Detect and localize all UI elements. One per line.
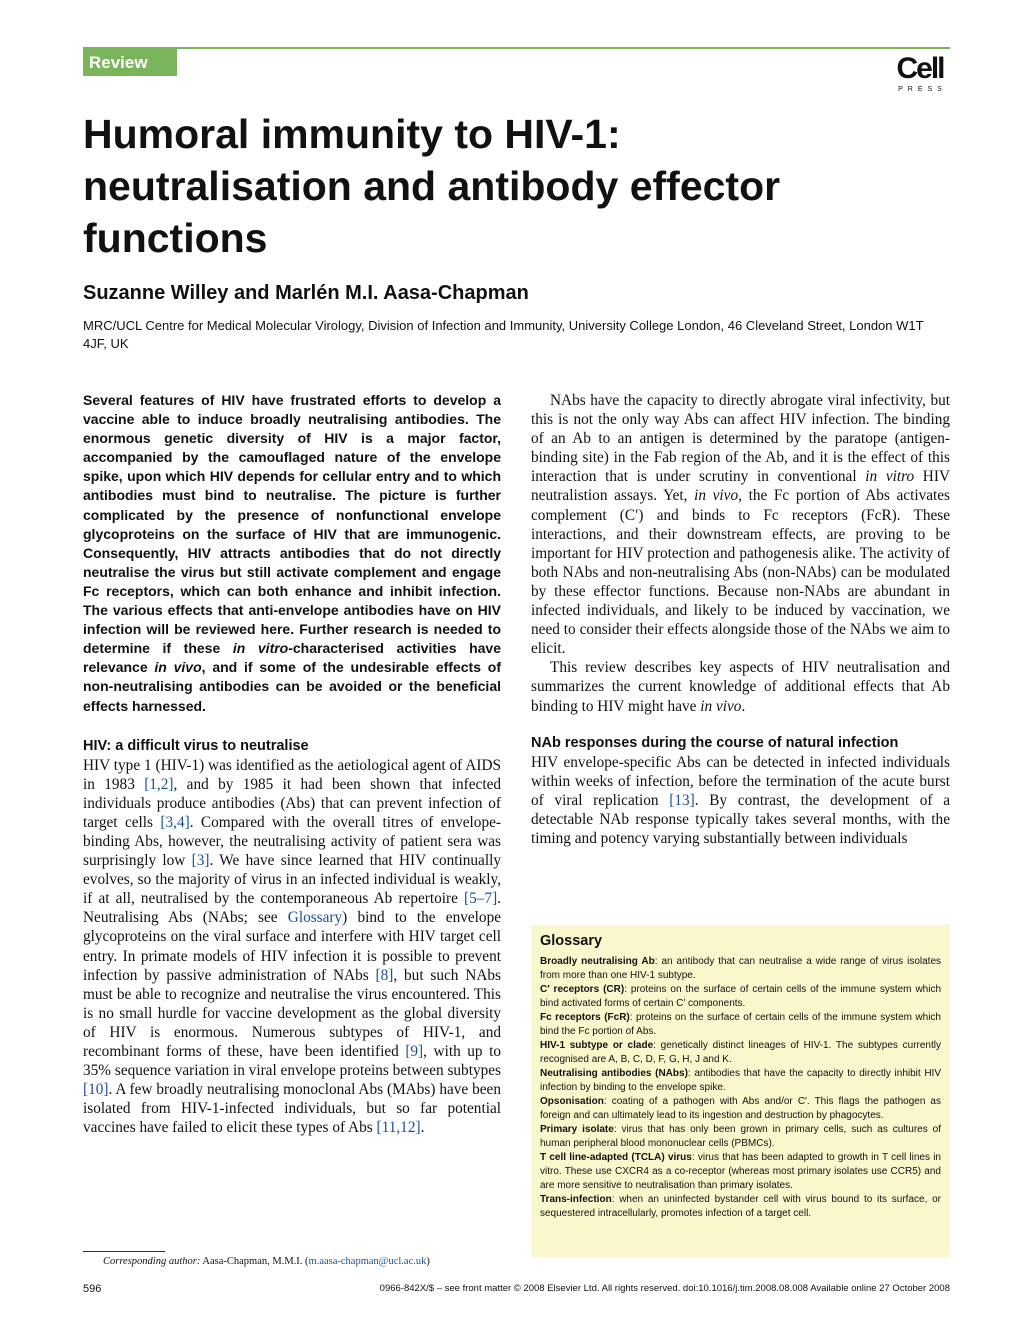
cell-press-logo: [890, 54, 950, 94]
intro-paragraph-2: This review describes key aspects of HIV neutralisation and summarizes the current knowledge of additional effects that Ab binding to HIV might have in vivo.: [531, 659, 950, 715]
title-line-1: Humoral immunity to HIV-1:: [83, 111, 621, 157]
glossary-entry: T cell line-adapted (TCLA) virus: virus that has been adapted to growth in T cell lines in vitro. These use CXCR4 as a co-receptor (whereas most primary isolates use CCR5) and are more sensitive to neutralisation than primary isolates.: [540, 1152, 941, 1191]
citation-link[interactable]: [11,12]: [376, 1119, 421, 1137]
glossary-entry: Neutralising antibodies (NAbs): antibodies that have the capacity to directly inhibit HIV infection by binding to the envelope spike.: [540, 1068, 942, 1093]
right-column: [531, 391, 950, 848]
glossary-link[interactable]: Glossary: [287, 909, 343, 927]
citation-link[interactable]: [13]: [669, 791, 695, 809]
footnote-rule: [83, 1251, 165, 1252]
glossary-entry: C′ receptors (CR): proteins on the surface of certain cells of the immune system which bind activated forms of certain C′ components.: [540, 984, 942, 1009]
logo-subtitle: PRESS: [898, 86, 947, 93]
authors: Suzanne Willey and Marlén M.I. Aasa-Chapman: [83, 282, 529, 304]
abstract: Several features of HIV have frustrated efforts to develop a vaccine able to induce broadly neutralising antibodies. The enormous genetic diversity of HIV is a major factor, accompanied by the camouflaged nature of the envelope spike, upon which HIV depends for cellular entry and to which antibodies must bind to neutralise. The picture is further complicated by the presence of nonfunctional envelope glycoproteins on the surface of HIV that are immunogenic. Consequently, HIV attracts antibodies that do not directly neutralise the virus but still activate complement and engage Fc receptors, which can both enhance and inhibit infection. The various effects that anti-envelope antibodies have on HIV infection will be reviewed here. Further research is needed to determine if these in vitro-characterised activities have relevance in vivo, and if some of the undesirable effects of non-neutralising antibodies can be avoided or the beneficial effects harnessed.: [83, 392, 501, 714]
page-number: 596: [83, 1283, 102, 1295]
affiliation: MRC/UCL Centre for Medical Molecular Virology, Division of Infection and Immunity, University College London, 46 Cleveland Street, London W1T 4JF, UK: [83, 318, 924, 351]
citation-link[interactable]: [9]: [405, 1043, 424, 1060]
logo-word: Cell: [896, 52, 944, 85]
author-email-link[interactable]: m.aasa-chapman@ucl.ac.uk: [308, 1256, 427, 1267]
section-hiv-body: HIV type 1 (HIV-1) was identified as the aetiological agent of AIDS in 1983 [1,2], and by 1985 it had been shown that infected individuals produce antibodies (Abs) that can prevent infection of target cells [3,4]. Compared with the overall titres of envelope-binding Abs, however, the neutralising activity of patient sera was surprisingly low [3]. We have since learned that HIV continually evolves, so the majority of virus in an infected individual is weakly, if at all, neutralised by the contemporaneous Ab repertoire [5–7]. Neutralising Abs (NAbs; see Glossary) bind to the envelope glycoproteins on the viral surface and interfere with HIV target cell entry. In primate models of HIV infection it is possible to prevent infection by passive administration of NAbs [8], but such NAbs must be able to recognize and neutralise the virus encountered. This is no small hurdle for vaccine development as the global diversity of HIV is enormous. Numerous subtypes of HIV-1, and recombinant forms of these, have been identified [9], with up to 35% sequence variation in viral envelope proteins between subtypes [10]. A few broadly neutralising monoclonal Abs (MAbs) have been isolated from HIV-1-infected individuals, but so far potential vaccines have failed to elicit these types of Abs [11,12].: [83, 756, 502, 1137]
glossary-entry: HIV-1 subtype or clade: genetically distinct lineages of HIV-1. The subtypes currently recognised are A, B, C, D, F, G, H, J and K.: [540, 1040, 941, 1065]
publication-info: 0966-842X/$ – see front matter © 2008 Elsevier Ltd. All rights reserved. doi:10.1016/j.tim.2008.08.008 Available online 27 October 2008: [379, 1283, 950, 1294]
glossary-title: Glossary: [540, 933, 603, 949]
section-heading-hiv: HIV: a difficult virus to neutralise: [83, 737, 309, 754]
section-badge: Review: [83, 49, 177, 76]
glossary-entry: Primary isolate: virus that has only been grown in primary cells, such as cultures of human peripheral blood mononuclear cells (PBMCs).: [540, 1124, 941, 1149]
citation-link[interactable]: [8]: [375, 966, 394, 984]
corresponding-author-note: Corresponding author: Aasa-Chapman, M.M.I. (m.aasa-chapman@ucl.ac.uk): [103, 1256, 430, 1267]
left-column: [83, 391, 501, 1137]
citation-link[interactable]: [3,4]: [160, 813, 190, 831]
glossary-entry: Broadly neutralising Ab: an antibody that can neutralise a wide range of virus isolates from more than one HIV-1 subtype.: [540, 956, 942, 981]
citation-link[interactable]: [5–7]: [464, 890, 498, 908]
intro-paragraph-1: NAbs have the capacity to directly abrogate viral infectivity, but this is not the only way Abs can affect HIV infection. The binding of an Ab to an antigen is determined by the paratope (antigen-binding site) in the Fab region of the Ab, and it is the effect of this interaction that is under scrutiny in conventional in vitro HIV neutralistion assays. Yet, in vivo, the Fc portion of Abs activates complement (C′) and binds to Fc receptors (FcR). These interactions, and their downstream effects, are proving to be important for HIV protection and pathogenesis alike. The activity of both NAbs and non-neutralising Abs (non-NAbs) can be modulated by these effector functions. Because non-NAbs are abundant in infected individuals, and likely to be induced by vaccination, we need to consider their effects alongside those of the NAbs we aim to elicit.: [531, 392, 950, 658]
header-rule: [83, 47, 950, 49]
glossary-entry: Opsonisation: coating of a pathogen with Abs and/or C′. This flags the pathogen as foreign and can ultimately lead to its ingestion and destruction by phagocytes.: [540, 1096, 941, 1121]
glossary-box: [531, 925, 950, 1257]
glossary-entry: Fc receptors (FcR): proteins on the surface of certain cells of the immune system which bind the Fc portion of Abs.: [540, 1012, 941, 1037]
citation-link[interactable]: [3]: [191, 852, 210, 870]
article-title: [83, 108, 943, 264]
glossary-entry: Trans-infection: when an uninfected bystander cell with virus bound to its surface, or sequestered intracellularly, promotes infection of a target cell.: [540, 1194, 941, 1219]
section-heading-nab: NAb responses during the course of natural infection: [531, 734, 899, 751]
section-nab-body: HIV envelope-specific Abs can be detected in infected individuals within weeks of infection, before the termination of the acute burst of viral replication [13]. By contrast, the development of a detectable NAb response typically takes several months, with the timing and potency varying substantially between individuals: [531, 753, 950, 847]
title-line-2: neutralisation and antibody effector: [83, 163, 781, 209]
citation-link[interactable]: [1,2]: [144, 775, 174, 793]
citation-link[interactable]: [10]: [83, 1081, 109, 1099]
title-line-3: functions: [83, 215, 268, 261]
